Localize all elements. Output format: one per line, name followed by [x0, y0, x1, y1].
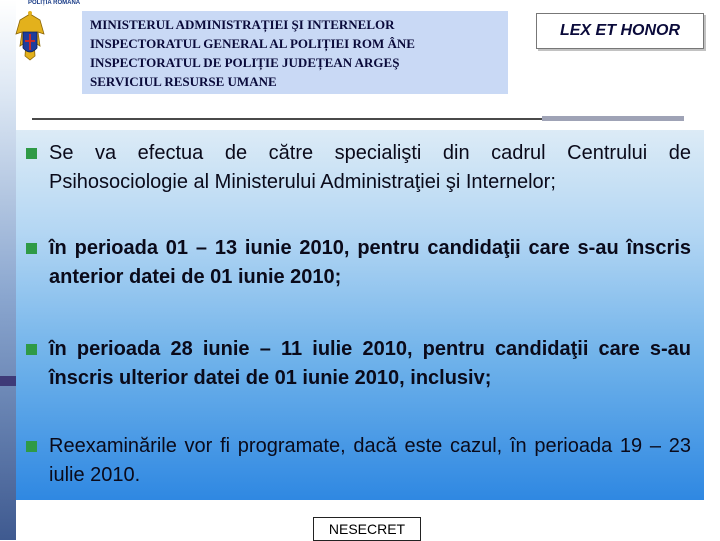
police-crest — [14, 0, 81, 96]
bullet-square-icon — [26, 243, 37, 254]
motto-box: LEX ET HONOR — [536, 13, 704, 49]
header-line-service: SERVICIUL RESURSE UMANE — [90, 74, 277, 89]
header-divider — [32, 118, 542, 120]
bullet-square-icon — [26, 441, 37, 452]
left-stripe-accent — [0, 376, 16, 386]
list-item-text: în perioada 01 – 13 iunie 2010, pentru candidaţii care s-au înscris anterior datei de 01 iunie 2010; — [49, 237, 691, 288]
content-panel — [16, 130, 704, 500]
header-institution-box — [82, 11, 508, 94]
bullet-square-icon — [26, 148, 37, 159]
crest-caption: POLIȚIA ROMÂNĂ — [28, 0, 81, 6]
list-item-text: Se va efectua de către specialişti din cadrul Centrului de Psihosociologie al Ministerului Administraţiei şi Internelor; — [49, 142, 691, 193]
header-line-ministry: MINISTERUL ADMINISTRAȚIEI ŞI INTERNELOR — [90, 17, 395, 32]
classification-badge: NESECRET — [313, 517, 421, 541]
list-item-text: în perioada 28 iunie – 11 iulie 2010, pentru candidaţii care s-au înscris ulterior datei de 01 iunie 2010, inclusiv; — [49, 338, 691, 389]
header-divider-accent — [542, 116, 684, 121]
list-item-text: Reexaminările vor fi programate, dacă este cazul, în perioada 19 – 23 iulie 2010. — [49, 435, 691, 486]
eagle-coat-of-arms-icon — [14, 10, 46, 94]
header-line-general-inspectorate: INSPECTORATUL GENERAL AL POLIȚIEI ROM ÂNE — [90, 36, 415, 51]
header-line-county-inspectorate: INSPECTORATUL DE POLIȚIE JUDEȚEAN ARGEŞ — [90, 55, 400, 70]
bullet-square-icon — [26, 344, 37, 355]
